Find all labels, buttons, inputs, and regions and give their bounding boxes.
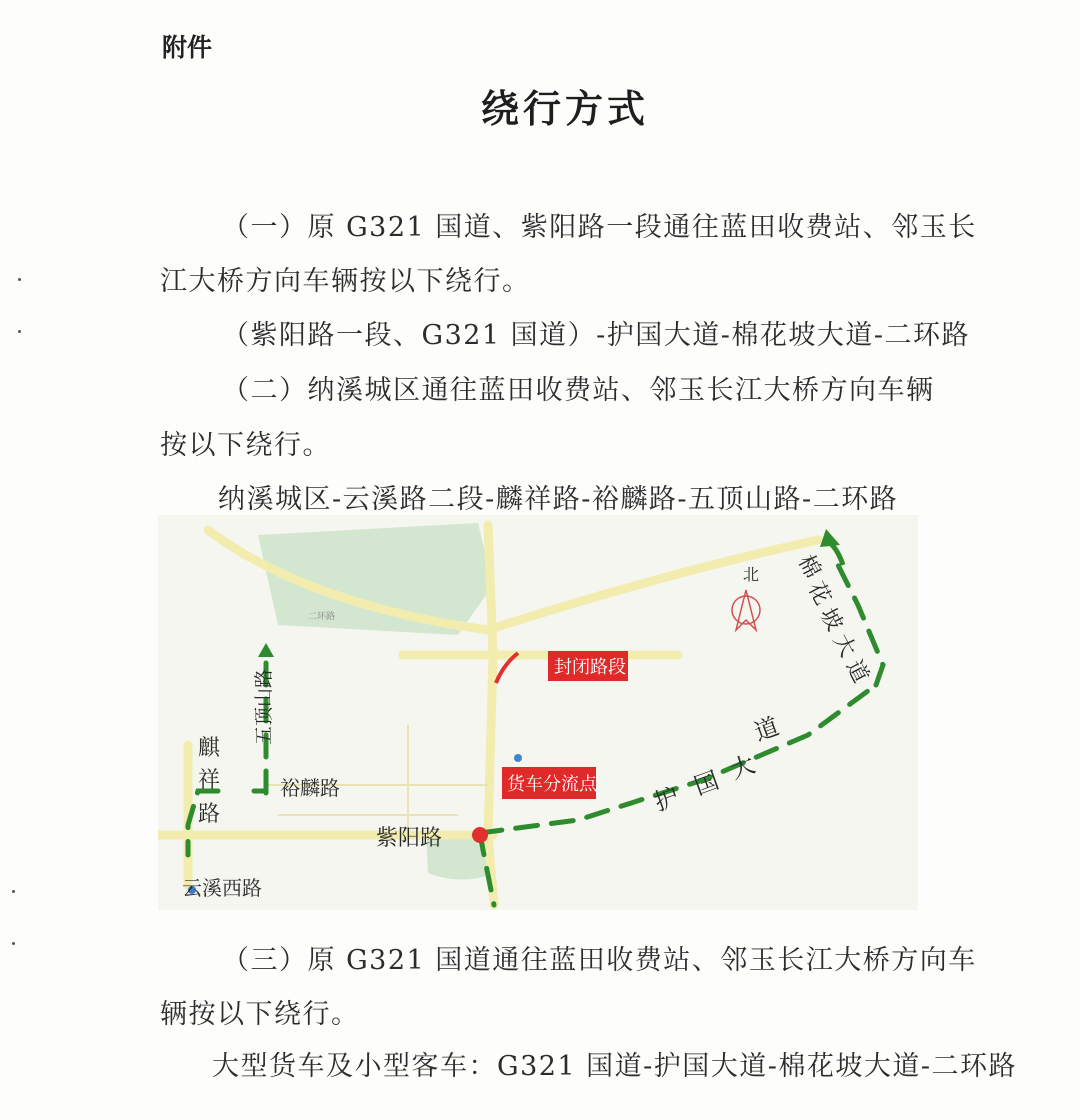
detour-map [158, 515, 918, 910]
huguo-label-3: 大 [726, 750, 759, 785]
scan-speck [18, 278, 21, 281]
mianhuapo-label-4: 大 [827, 630, 861, 662]
page-title: 绕行方式 [480, 86, 649, 131]
section-3-route: 大型货车及小型客车：G321 国道-护国大道-棉花坡大道-二环路 [212, 1051, 1018, 1082]
section-2-line-2: 按以下绕行。 [160, 430, 331, 461]
scan-speck [12, 942, 15, 945]
linxiang-label-1: 麒 [198, 736, 221, 761]
section-3-line-2: 辆按以下绕行。 [160, 999, 360, 1030]
yunxi-west-label: 云溪西路 [182, 876, 262, 900]
yulin-label: 裕麟路 [280, 776, 340, 800]
attachment-label: 附件 [162, 33, 213, 62]
huguo-label-4: 道 [750, 712, 783, 747]
section-1-route: （紫阳路一段、G321 国道）-护国大道-棉花坡大道-二环路 [222, 320, 971, 351]
ziyang-label: 紫阳路 [376, 826, 443, 851]
erhuan-small-label: 二环路 [308, 612, 336, 622]
scan-speck [18, 330, 21, 333]
mianhuapo-label-1: 棉 [792, 551, 826, 583]
truck-split-point-icon [472, 827, 488, 843]
closed-section-label: 封闭路段 [554, 657, 626, 678]
huguo-label-2: 国 [690, 766, 723, 801]
mianhuapo-label-3: 坡 [814, 604, 848, 636]
section-1-line-2: 江大桥方向车辆按以下绕行。 [160, 266, 531, 297]
wudingshan-label: 五顶山路 [253, 668, 275, 745]
scan-speck [12, 890, 15, 893]
truck-split-label: 货车分流点 [507, 774, 597, 795]
huguo-label-1: 护 [650, 782, 683, 817]
mianhuapo-label-5: 道 [840, 656, 874, 688]
section-1-line-1: （一）原 G321 国道、紫阳路一段通往蓝田收费站、邻玉长 [222, 212, 977, 243]
mianhuapo-label-2: 花 [802, 578, 836, 610]
linxiang-label-3: 路 [198, 802, 221, 827]
location-pin-icon [514, 754, 522, 762]
linxiang-label-2: 祥 [198, 768, 221, 793]
section-3-line-1: （三）原 G321 国道通往蓝田收费站、邻玉长江大桥方向车 [222, 945, 977, 976]
section-2-line-1: （二）纳溪城区通往蓝田收费站、邻玉长江大桥方向车辆 [222, 375, 935, 406]
section-2-route: 纳溪城区-云溪路二段-麟祥路-裕麟路-五顶山路-二环路 [218, 484, 899, 515]
north-label: 北 [743, 565, 760, 584]
road [488, 525, 494, 905]
